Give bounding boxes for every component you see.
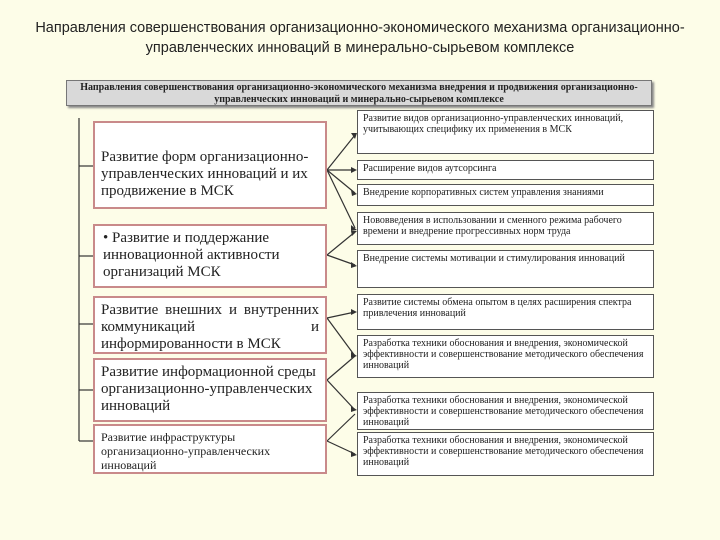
arrow-1-1 [327,135,355,170]
arrow-3-2 [327,318,355,356]
right-item-7: Разработка техники обоснования и внедрения, экономической эффективности и совершенствование методического обеспечения инноваций [357,335,654,378]
right-item-5: Внедрение системы мотивации и стимулирования инноваций [357,250,654,288]
arrow-5-1 [327,414,355,441]
arrow-2-1 [327,232,355,255]
arrow-1-3 [327,170,355,193]
right-item-2: Расширение видов аутсорсинга [357,160,654,180]
right-item-6: Развитие системы обмена опытом в целях расширения спектра привлечения инноваций [357,294,654,330]
arrow-1-4 [327,170,355,228]
right-item-3: Внедрение корпоративных систем управления знаниями [357,184,654,206]
left-item-5: Развитие инфраструктуры организационно-управленческих инноваций [93,424,327,474]
right-item-1: Развитие видов организационно-управленческих инноваций, учитывающих специфику их применения в МСК [357,110,654,154]
left-item-4: Развитие информационной среды организационно-управленческих инноваций [93,358,327,422]
right-item-8: Разработка техники обоснования и внедрения, экономической эффективности и совершенствование методического обеспечения инноваций [357,392,654,430]
arrow-3-1 [327,312,355,318]
diagram-header: Направления совершенствования организационно-экономического механизма внедрения и продвижения организационно-управленческих инноваций и минерально-сырьевом комплексе [66,80,652,106]
right-item-4: Нововведения в использовании и сменного режима рабочего времени и внедрение прогрессивных норм труда [357,212,654,245]
left-item-1: Развитие форм организационно-управленческих инноваций и их продвижение в МСК [93,121,327,209]
left-item-2: • Развитие и поддержание инновационной активности организаций МСК [93,224,327,288]
arrow-2-2 [327,255,355,265]
slide-title: Направления совершенствования организационно-экономического механизма организационно-управленческих инноваций в минерально-сырьевом комплексе [35,20,685,56]
arrow-4-1 [327,356,355,380]
left-item-3: Развитие внешних и внутренних коммуникаций и информированности в МСК [93,296,327,354]
arrow-5-2 [327,441,355,454]
right-item-9: Разработка техники обоснования и внедрения, экономической эффективности и совершенствование методического обеспечения инноваций [357,432,654,476]
arrow-4-2 [327,380,355,410]
